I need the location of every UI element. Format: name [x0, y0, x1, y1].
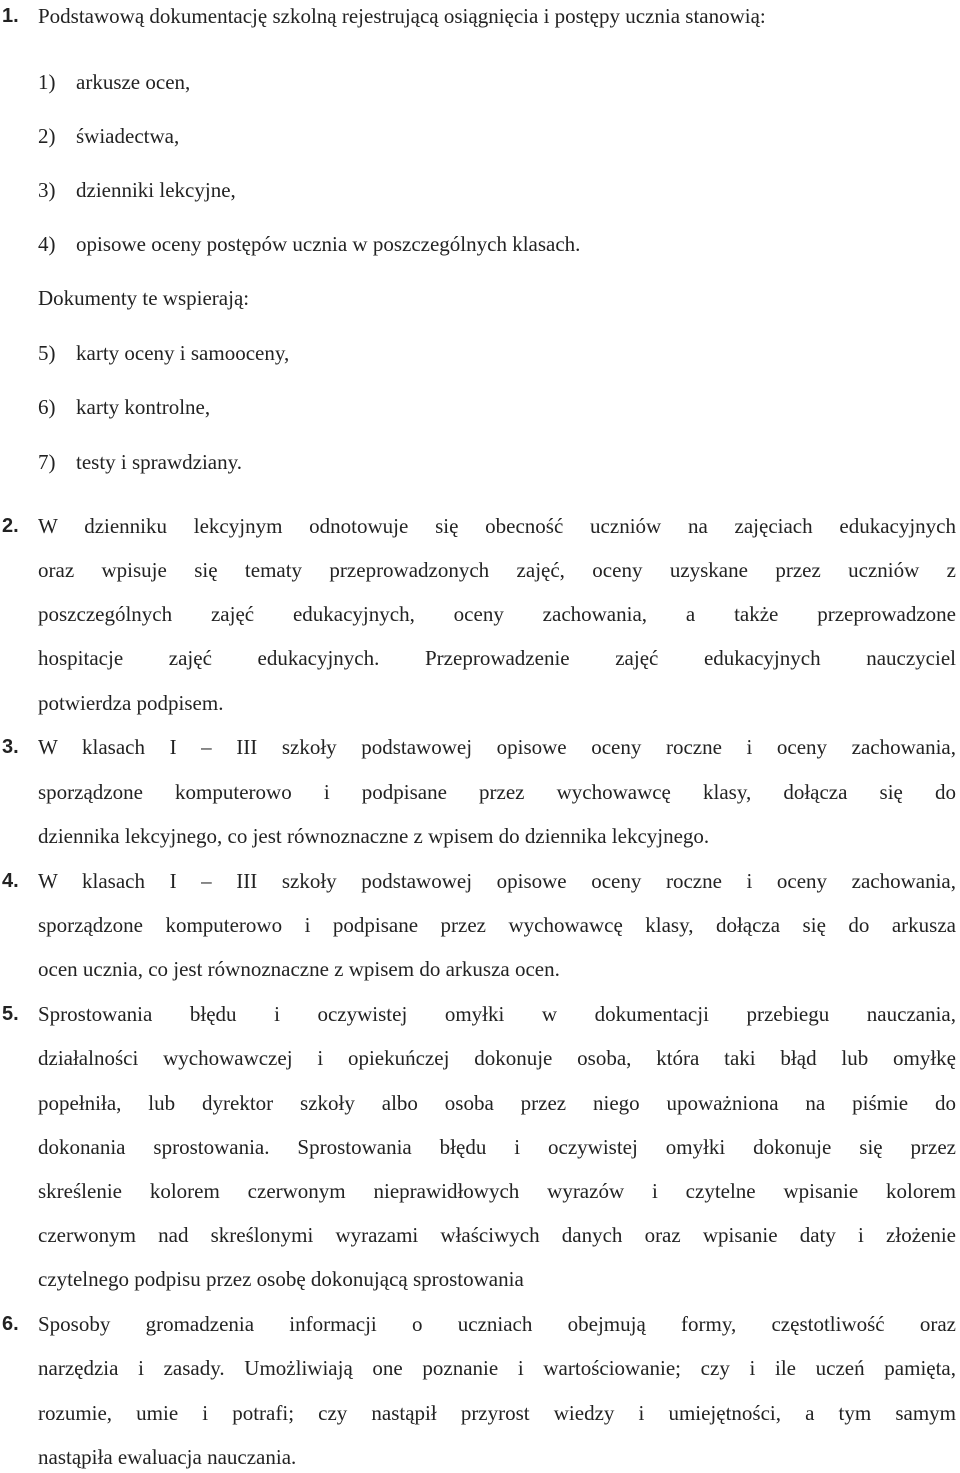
list-item-label: 4): [38, 232, 56, 256]
paragraph-line: dokonania sprostowania. Sprostowania błędu i oczywistej omyłki dokonuje się przez: [38, 1135, 956, 1159]
list-item-label: 1): [38, 70, 56, 94]
paragraph-line: Sprostowania błędu i oczywistej omyłki w dokumentacji przebiegu nauczania,: [38, 1002, 956, 1026]
section-number: 5.: [2, 1003, 19, 1025]
paragraph-line: czerwonym nad skreślonymi wyrazami właściwych danych oraz wpisanie daty i złożenie: [38, 1223, 956, 1247]
paragraph-line: rozumie, umie i potrafi; czy nastąpił przyrost wiedzy i umiejętności, a tym samym: [38, 1401, 956, 1425]
section-number: 2.: [2, 515, 19, 537]
paragraph-line: ocen ucznia, co jest równoznaczne z wpisem do arkusza ocen.: [38, 957, 560, 981]
paragraph-line: oraz wpisuje się tematy przeprowadzonych zajęć, oceny uzyskane przez uczniów z: [38, 558, 956, 582]
list-item-text: karty oceny i samooceny,: [76, 341, 290, 365]
paragraph-line: narzędzia i zasady. Umożliwiają one poznanie i wartościowanie; czy i ile uczeń pamięta,: [38, 1356, 956, 1380]
paragraph-line: nastąpiła ewaluacja nauczania.: [38, 1445, 297, 1469]
paragraph-line: sporządzone komputerowo i podpisane przez wychowawcę klasy, dołącza się do: [38, 780, 956, 804]
paragraph-line: W klasach I – III szkoły podstawowej opisowe oceny roczne i oceny zachowania,: [38, 869, 956, 893]
paragraph-line: działalności wychowawczej i opiekuńczej dokonuje osoba, która taki błąd lub omyłkę: [38, 1046, 956, 1070]
paragraph-line: dziennika lekcyjnego, co jest równoznaczne z wpisem do dziennika lekcyjnego.: [38, 824, 710, 848]
paragraph-line: potwierdza podpisem.: [38, 691, 224, 715]
paragraph-line: Sposoby gromadzenia informacji o uczniach obejmują formy, częstotliwość oraz: [38, 1312, 956, 1336]
paragraph-line: W dzienniku lekcyjnym odnotowuje się obecność uczniów na zajęciach edukacyjnych: [38, 514, 956, 538]
support-intro: Dokumenty te wspierają:: [38, 286, 250, 310]
list-item-label: 2): [38, 124, 56, 148]
paragraph-line: W klasach I – III szkoły podstawowej opisowe oceny roczne i oceny zachowania,: [38, 735, 956, 759]
section-number: 6.: [2, 1313, 19, 1335]
paragraph-line: sporządzone komputerowo i podpisane przez wychowawcę klasy, dołącza się do arkusza: [38, 913, 956, 937]
paragraph-line: skreślenie kolorem czerwonym nieprawidłowych wyrazów i czytelne wpisanie kolorem: [38, 1179, 956, 1203]
list-item-text: arkusze ocen,: [76, 70, 191, 94]
list-item-label: 3): [38, 178, 56, 202]
paragraph-line: czytelnego podpisu przez osobę dokonującą sprostowania: [38, 1267, 524, 1291]
list-item-text: testy i sprawdziany.: [76, 450, 243, 474]
list-item-label: 6): [38, 395, 56, 419]
list-item-label: 5): [38, 341, 56, 365]
section-intro: Podstawową dokumentację szkolną rejestrującą osiągnięcia i postępy ucznia stanowią:: [38, 4, 766, 28]
paragraph-line: hospitacje zajęć edukacyjnych. Przeprowadzenie zajęć edukacyjnych nauczyciel: [38, 646, 956, 670]
list-item-text: świadectwa,: [76, 124, 180, 148]
section-number: 4.: [2, 870, 19, 892]
paragraph-line: popełniła, lub dyrektor szkoły albo osoba przez niego upoważniona na piśmie do: [38, 1091, 956, 1115]
section-number: 1.: [2, 5, 19, 27]
list-item-label: 7): [38, 450, 56, 474]
list-item-text: karty kontrolne,: [76, 395, 211, 419]
section-number: 3.: [2, 736, 19, 758]
list-item-text: dzienniki lekcyjne,: [76, 178, 236, 202]
paragraph-line: poszczególnych zajęć edukacyjnych, oceny zachowania, a także przeprowadzone: [38, 602, 956, 626]
list-item-text: opisowe oceny postępów ucznia w poszczególnych klasach.: [76, 232, 581, 256]
